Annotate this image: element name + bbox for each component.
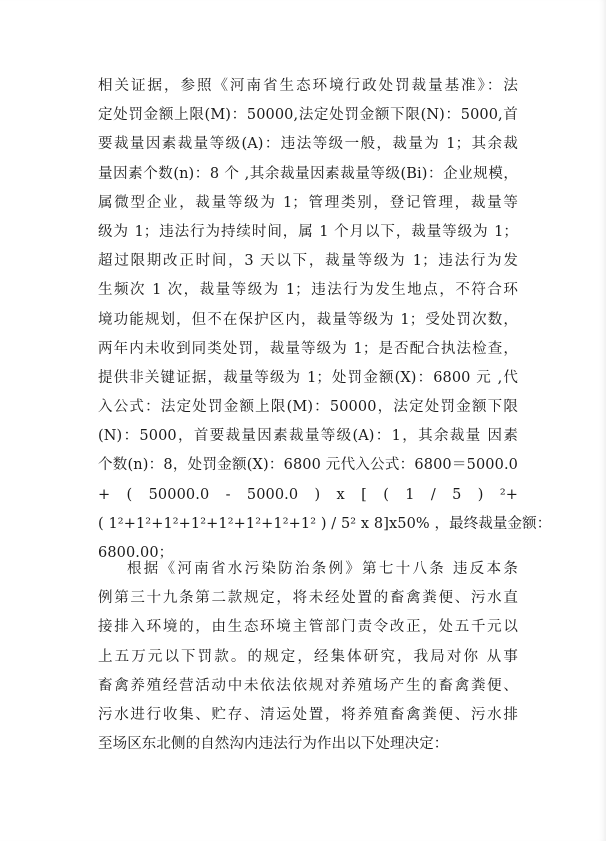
text-line: 上五万元以下罚款。的规定，经集体研究，我局对你 从事: [98, 648, 518, 665]
text-line: 级为 1；违法行为持续时间，属 1 个月以下，裁量等级为 1；: [98, 223, 518, 240]
text-line: 提供非关键证据，裁量等级为 1；处罚金额(X)：6800 元 ,代: [98, 369, 518, 386]
paragraph-legal-basis: [98, 555, 518, 759]
text-line: 畜禽养殖经营活动中未依法依规对养殖场产生的畜禽粪便、: [98, 677, 518, 694]
formula-line: ( 1²+1²+1²+1²+1²+1²+1²+1² ) / 5² x 8]x50% ，最终裁量金额：: [98, 515, 552, 532]
formula-line: + ( 50000.0 - 5000.0 ) x [ ( 1 / 5 ) ²+: [98, 486, 518, 503]
text-line: (N)：5000，首要裁量因素裁量等级(A)：1，其余裁量 因素: [98, 428, 518, 445]
paragraph-penalty-calculation: [98, 72, 552, 568]
text-line: 入公式：法定处罚金额上限(M)：50000，法定处罚金额下限: [98, 399, 518, 416]
text-line: 接排入环境的，由生态环境主管部门责令改正，处五千元以: [98, 619, 518, 636]
text-line: 污水进行收集、贮存、清运处置，将养殖畜禽粪便、污水排: [98, 706, 518, 723]
text-line: 相关证据，参照《河南省生态环境行政处罚裁量基准》：法: [98, 78, 518, 94]
text-line: 个数(n)：8，处罚金额(X)：6800 元代入公式：6800＝5000.0: [98, 457, 518, 474]
text-line: 定处罚金额上限(M)：50000,法定处罚金额下限(N)：5000,首: [98, 107, 518, 124]
text-line: 生频次 1 次，裁量等级为 1；违法行为发生地点，不符合环: [98, 282, 518, 299]
text-line: 境功能规划，但不在保护区内，裁量等级为 1；受处罚次数，: [98, 311, 518, 328]
text-line: 属微型企业，裁量等级为 1；管理类别，登记管理，裁量等: [98, 194, 518, 211]
text-line: 量因素个数(n)：8 个 ,其余裁量因素裁量等级(Bi)：企业规模，: [98, 165, 518, 182]
final-amount-line: 6800.00；: [98, 545, 174, 561]
text-line: 至场区东北侧的自然沟内违法行为作出以下处理决定：: [98, 736, 449, 753]
text-line: 超过限期改正时间，3 天以下，裁量等级为 1；违法行为发: [98, 253, 518, 270]
text-line: 例第三十九条第二款规定，将未经处置的畜禽粪便、污水直: [98, 590, 518, 607]
text-line: 要裁量因素裁量等级(A)：违法等级一般，裁量为 1；其余裁: [98, 136, 518, 153]
text-line: 两年内未收到同类处罚，裁量等级为 1；是否配合执法检查，: [98, 340, 518, 357]
text-line: 根据《河南省水污染防治条例》第七十八条 违反本条: [127, 561, 518, 577]
